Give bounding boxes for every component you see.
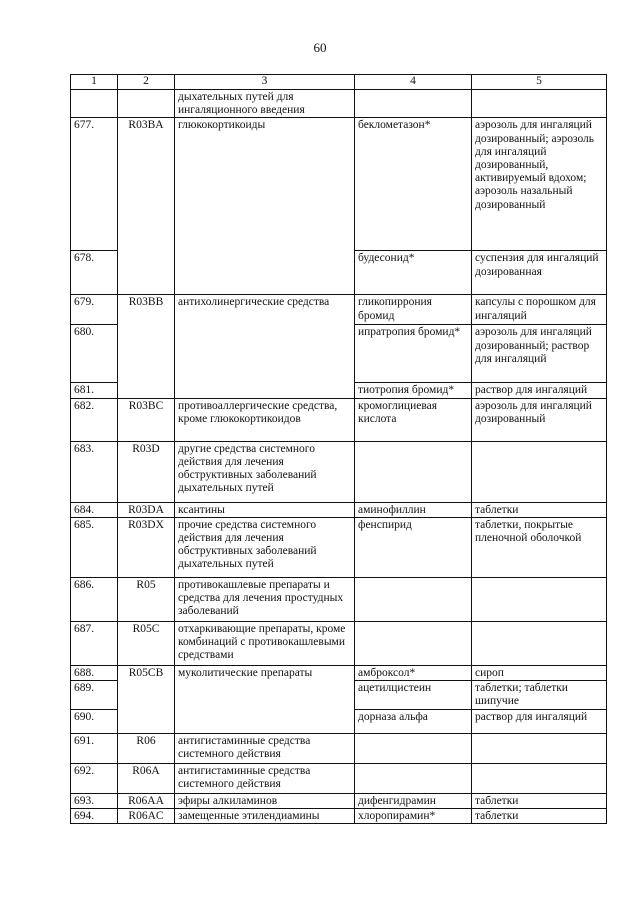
- page-number: 60: [313, 40, 327, 55]
- column-header-3: 3: [175, 75, 355, 90]
- dosage-form: аэрозоль для ингаляций дозированный: [472, 398, 607, 441]
- drug-name: [355, 90, 472, 118]
- row-number: 690.: [71, 710, 118, 734]
- atc-code: [118, 90, 175, 118]
- anatomical-therapeutic-group: антигистаминные средства системного действия: [175, 734, 355, 764]
- atc-code: R06: [118, 734, 175, 764]
- column-header-4: 4: [355, 75, 472, 90]
- atc-code: R03BA: [118, 118, 175, 295]
- anatomical-therapeutic-group: муколитические препараты: [175, 665, 355, 733]
- row-number: 677.: [71, 118, 118, 251]
- row-number: 685.: [71, 517, 118, 577]
- row-number: 691.: [71, 734, 118, 764]
- column-header-1: 1: [71, 75, 118, 90]
- anatomical-therapeutic-group: замещенные этилендиамины: [175, 809, 355, 824]
- drug-name: ацетилцистеин: [355, 681, 472, 710]
- anatomical-therapeutic-group: антигистаминные средства системного действия: [175, 764, 355, 794]
- drug-name: [355, 441, 472, 502]
- table-body: [71, 90, 607, 824]
- table-header-row: [71, 75, 607, 90]
- dosage-form: таблетки: [472, 502, 607, 517]
- atc-code: R05C: [118, 621, 175, 665]
- table-row: [71, 764, 607, 794]
- atc-code: R06A: [118, 764, 175, 794]
- anatomical-therapeutic-group: другие средства системного действия для лечения обструктивных заболеваний дыхательных путей: [175, 441, 355, 502]
- table-row: [71, 441, 607, 502]
- column-header-2: 2: [118, 75, 175, 90]
- drug-name: будесонид*: [355, 251, 472, 295]
- row-number: 692.: [71, 764, 118, 794]
- drug-name: хлоропирамин*: [355, 809, 472, 824]
- atc-code: R03BC: [118, 398, 175, 441]
- anatomical-therapeutic-group: антихолинергические средства: [175, 295, 355, 398]
- row-number: 687.: [71, 621, 118, 665]
- table-row: [71, 734, 607, 764]
- dosage-form: [472, 441, 607, 502]
- drug-name: беклометазон*: [355, 118, 472, 251]
- drug-name: аминофиллин: [355, 502, 472, 517]
- drug-name: [355, 734, 472, 764]
- row-number: [71, 90, 118, 118]
- row-number: 683.: [71, 441, 118, 502]
- table-row: [71, 577, 607, 621]
- table-row: [71, 295, 607, 325]
- drug-name: кромоглициевая кислота: [355, 398, 472, 441]
- atc-code: R06AC: [118, 809, 175, 824]
- atc-code: R03BB: [118, 295, 175, 398]
- dosage-form: [472, 764, 607, 794]
- dosage-form: таблетки, покрытые пленочной оболочкой: [472, 517, 607, 577]
- row-number: 680.: [71, 325, 118, 383]
- drug-name: фенспирид: [355, 517, 472, 577]
- row-number: 686.: [71, 577, 118, 621]
- dosage-form: сироп: [472, 665, 607, 680]
- drug-name: гликопиррония бромид: [355, 295, 472, 325]
- anatomical-therapeutic-group: отхаркивающие препараты, кроме комбинаций с противокашлевыми средствами: [175, 621, 355, 665]
- dosage-form: [472, 734, 607, 764]
- atc-code: R05CB: [118, 665, 175, 733]
- row-number: 678.: [71, 251, 118, 295]
- drug-name: амброксол*: [355, 665, 472, 680]
- column-header-5: 5: [472, 75, 607, 90]
- row-number: 682.: [71, 398, 118, 441]
- dosage-form: аэрозоль для ингаляций дозированный; раствор для ингаляций: [472, 325, 607, 383]
- atc-code: R03DA: [118, 502, 175, 517]
- anatomical-therapeutic-group: противокашлевые препараты и средства для лечения простудных заболеваний: [175, 577, 355, 621]
- row-number: 693.: [71, 794, 118, 809]
- table-row: [71, 398, 607, 441]
- dosage-form: суспензия для ингаляций дозированная: [472, 251, 607, 295]
- table-row: [71, 502, 607, 517]
- drug-name: [355, 577, 472, 621]
- table-row: [71, 665, 607, 680]
- dosage-form: таблетки; таблетки шипучие: [472, 681, 607, 710]
- table-row: [71, 809, 607, 824]
- dosage-form: раствор для ингаляций: [472, 710, 607, 734]
- drug-name: дорназа альфа: [355, 710, 472, 734]
- row-number: 679.: [71, 295, 118, 325]
- atc-code: R03DX: [118, 517, 175, 577]
- row-number: 681.: [71, 383, 118, 398]
- table-row: [71, 90, 607, 118]
- drug-list-table: [70, 74, 607, 824]
- table-row: [71, 118, 607, 251]
- row-number: 689.: [71, 681, 118, 710]
- drug-name: ипратропия бромид*: [355, 325, 472, 383]
- row-number: 688.: [71, 665, 118, 680]
- table-row: [71, 621, 607, 665]
- table-row: [71, 794, 607, 809]
- dosage-form: таблетки: [472, 794, 607, 809]
- anatomical-therapeutic-group: противоаллергические средства, кроме глюкокортикоидов: [175, 398, 355, 441]
- dosage-form: раствор для ингаляций: [472, 383, 607, 398]
- drug-name: [355, 764, 472, 794]
- anatomical-therapeutic-group: глюкокортикоиды: [175, 118, 355, 295]
- drug-name: [355, 621, 472, 665]
- dosage-form: [472, 621, 607, 665]
- dosage-form: капсулы с порошком для ингаляций: [472, 295, 607, 325]
- drug-name: дифенгидрамин: [355, 794, 472, 809]
- dosage-form: [472, 90, 607, 118]
- dosage-form: [472, 577, 607, 621]
- atc-code: R06AA: [118, 794, 175, 809]
- anatomical-therapeutic-group: дыхательных путей для ингаляционного введения: [175, 90, 355, 118]
- row-number: 694.: [71, 809, 118, 824]
- anatomical-therapeutic-group: ксантины: [175, 502, 355, 517]
- anatomical-therapeutic-group: прочие средства системного действия для лечения обструктивных заболеваний дыхательных путей: [175, 517, 355, 577]
- row-number: 684.: [71, 502, 118, 517]
- drug-name: тиотропия бромид*: [355, 383, 472, 398]
- atc-code: R05: [118, 577, 175, 621]
- anatomical-therapeutic-group: эфиры алкиламинов: [175, 794, 355, 809]
- atc-code: R03D: [118, 441, 175, 502]
- dosage-form: аэрозоль для ингаляций дозированный; аэрозоль для ингаляций дозированный, активируемый вдохом; аэрозоль назальный дозированный: [472, 118, 607, 251]
- dosage-form: таблетки: [472, 809, 607, 824]
- table-row: [71, 517, 607, 577]
